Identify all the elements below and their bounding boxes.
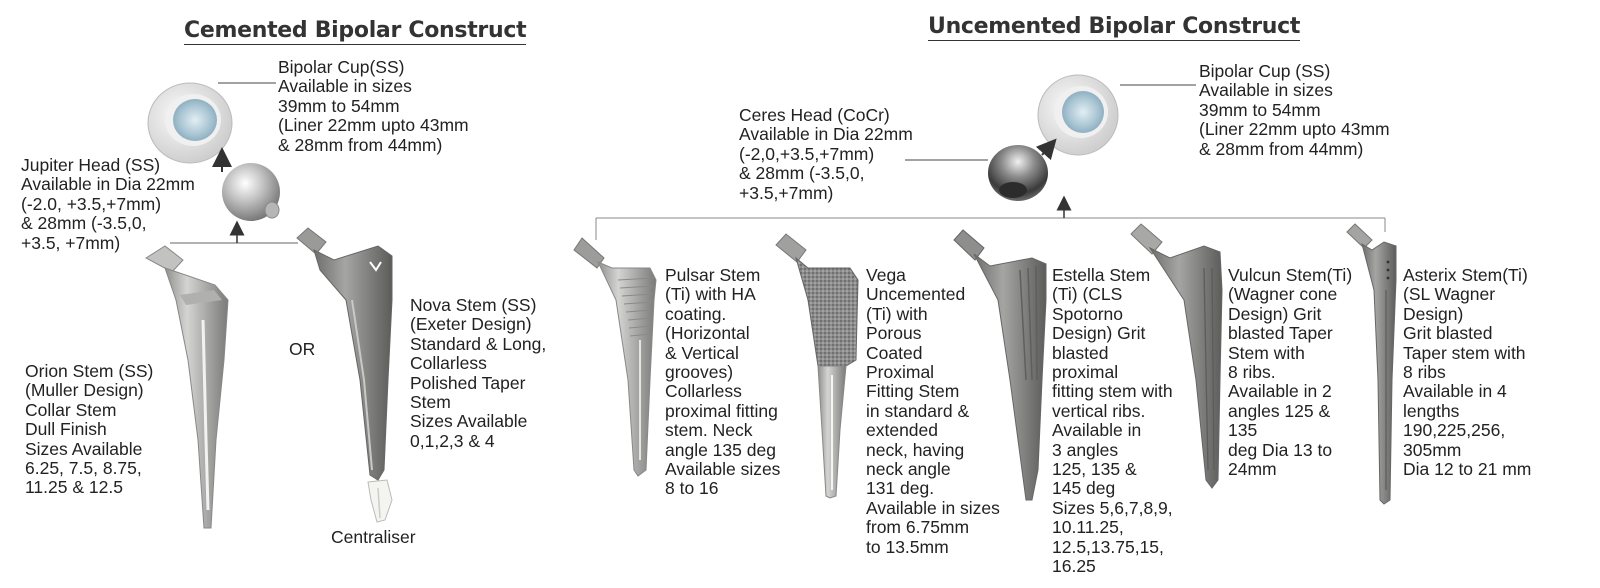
jupiter-head xyxy=(222,163,280,221)
estella-stem-label: Estella Stem (Ti) (CLS Spotorno Design) Grit blasted proximal fitting stem with vertical ribs. Available in 3 angles 125, 135 & 145 deg Sizes 5,6,7,8,9, 10.11.25, 12.5,13.75,15, 16.25 xyxy=(1052,265,1173,577)
bipolar-cup-uncemented xyxy=(1038,75,1118,155)
centraliser xyxy=(368,480,392,522)
orion-stem-label: Orion Stem (SS) (Muller Design) Collar Stem Dull Finish Sizes Available 6.25, 7.5, 8.75, 11.25 & 12.5 xyxy=(25,361,154,498)
asterix-stem-label: Asterix Stem(Ti) (SL Wagner Design) Grit blasted Taper stem with 8 ribs Available in 4 lengths 190,225,256, 305mm Dia 12 to 21 mm xyxy=(1403,265,1532,480)
asterix-stem xyxy=(1347,224,1396,504)
orion-stem xyxy=(146,246,228,528)
pulsar-stem xyxy=(574,238,656,476)
ceres-head-label: Ceres Head (CoCr) Available in Dia 22mm (-2,0,+3.5,+7mm) & 28mm (-3.5,0, +3.5,+7mm) xyxy=(739,105,913,203)
stem-connector-bracket xyxy=(596,218,1385,240)
bipolar-cup-cemented xyxy=(148,83,232,163)
ceres-to-cup-arrow xyxy=(1042,146,1050,155)
nova-stem-label: Nova Stem (SS) (Exeter Design) Standard & Long, Collarless Polished Taper Stem Sizes Available 0,1,2,3 & 4 xyxy=(410,295,547,451)
uncemented-title: Uncemented Bipolar Construct xyxy=(928,14,1301,39)
vega-stem-label: Vega Uncemented (Ti) with Porous Coated Proximal Fitting Stem in standard & extended neck, having neck angle 131 deg. Available in sizes from 6.75mm to 13.5mm xyxy=(866,265,1000,557)
ceres-head xyxy=(988,145,1048,201)
vulcun-stem-label: Vulcun Stem(Ti) (Wagner cone Design) Grit blasted Taper Stem with 8 ribs. Available in 2 angles 125 & 135 deg Dia 13 to 24mm xyxy=(1228,265,1353,480)
centraliser-label: Centraliser xyxy=(331,527,416,547)
vega-stem xyxy=(776,234,858,498)
cemented-bipolar-cup-label: Bipolar Cup(SS) Available in sizes 39mm to 54mm (Liner 22mm upto 43mm & 28mm from 44mm) xyxy=(278,57,469,155)
pulsar-stem-label: Pulsar Stem (Ti) with HA coating. (Horizontal & Vertical grooves) Collarless proximal fitting stem. Neck angle 135 deg Available sizes 8 to 16 xyxy=(665,265,781,499)
cemented-title: Cemented Bipolar Construct xyxy=(184,18,527,43)
uncemented-bipolar-cup-label: Bipolar Cup (SS) Available in sizes 39mm to 54mm (Liner 22mm upto 43mm & 28mm from 44mm) xyxy=(1199,61,1390,159)
or-label: OR xyxy=(289,339,316,359)
jupiter-head-label: Jupiter Head (SS) Available in Dia 22mm (-2.0, +3.5,+7mm) & 28mm (-3.5,0, +3.5, +7mm) xyxy=(21,155,195,253)
